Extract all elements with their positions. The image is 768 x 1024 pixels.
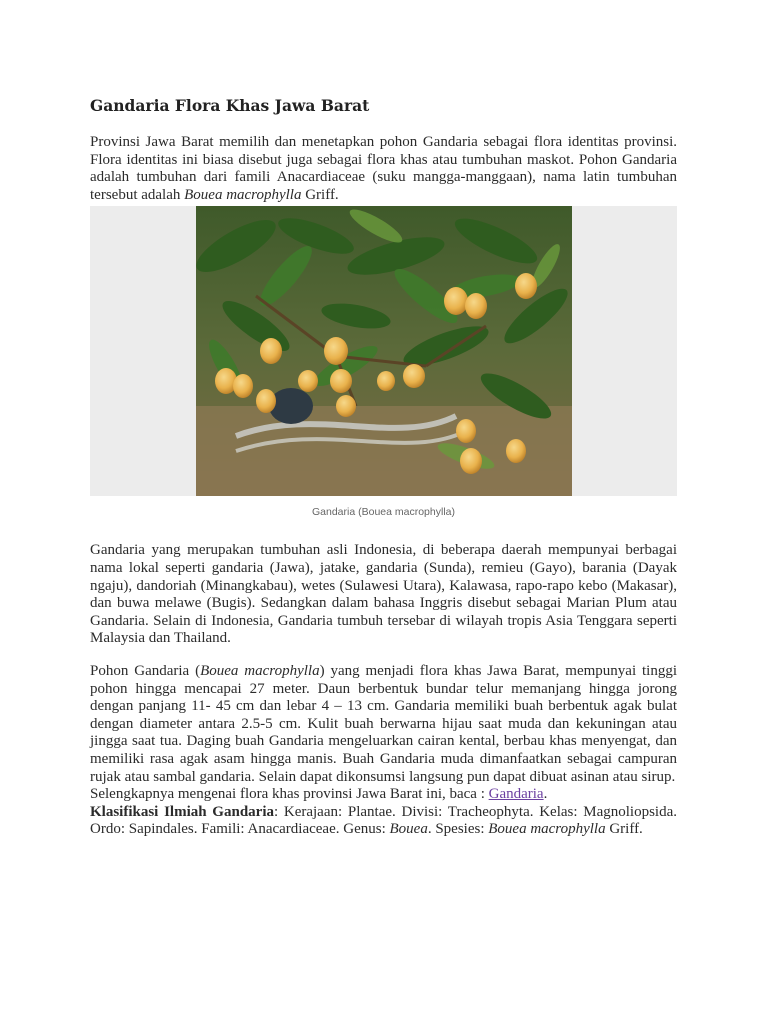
classification-text: : Kerajaan: Plantae. Divisi: Tracheophyta. Kelas: Magnoliopsida. Ordo: Sapindales. Famili: Anacardiaceae. Genus: bbox=[90, 803, 677, 838]
more-info-text: Selengkapnya mengenai flora khas provinsi Jawa Barat ini, baca : bbox=[90, 786, 489, 803]
latin-name: Bouea macrophylla bbox=[184, 186, 302, 203]
article-title: Gandaria Flora Khas Jawa Barat bbox=[90, 96, 370, 115]
classification-label: Klasifikasi Ilmiah Gandaria bbox=[90, 803, 274, 820]
more-info-line bbox=[90, 786, 677, 804]
more-info-end: . bbox=[543, 786, 548, 803]
latin-name: Bouea macrophylla bbox=[200, 662, 320, 679]
intro-paragraph bbox=[90, 134, 677, 204]
intro-text-end: Griff. bbox=[301, 186, 339, 203]
gandaria-photo bbox=[196, 206, 572, 496]
description-text: Pohon Gandaria ( bbox=[90, 662, 201, 679]
classification-text-2: . Spesies: bbox=[427, 821, 489, 838]
species-name: Bouea macrophylla bbox=[488, 821, 606, 838]
genus-name: Bouea bbox=[389, 821, 428, 838]
gandaria-link[interactable]: Gandaria bbox=[488, 786, 544, 803]
paragraph-local-names: Gandaria yang merupakan tumbuhan asli Indonesia, di beberapa daerah mempunyai berbagai nama lokal seperti gandaria (Jawa), jatake, gandaria (Sunda), remieu (Gayo), barania (Dayak ngaju), dandoriah (Minangkabau), wetes (Sulawesi Utara), Kalawasa, rapo-rapo kebo (Makasar), dan buwa melawe (Bugis). Sedangkan dalam bahasa Inggris disebut sebagai Marian Plum atau Gandaria. Selain di Indonesia, Gandaria tumbuh tersebar di wilayah tropis Asia Tenggara seperti Malaysia dan Thailand. bbox=[90, 542, 677, 647]
description-text-cont: ) yang menjadi flora khas Jawa Barat, mempunyai tinggi pohon hingga mencapai 27 meter. Daun berbentuk bundar telur memanjang hingga jorong dengan panjang 11- 45 cm dan lebar 4 – 13 cm. Gandaria memiliki buah berbentuk agak bulat dengan diameter antara 2.5-5 cm. Kulit buah berwarna hijau saat muda dan kekuningan atau jingga saat tua. Daging buah Gandaria mengeluarkan cairan kental, berbau khas menyengat, dan memiliki rasa agak asam hingga manis. Buah Gandaria muda dimanfaatkan sebagai campuran rujak atau sambal gandaria. Selain dapat dikonsumsi langsung pun dapat dibuat asinan atau sirup. bbox=[90, 662, 678, 785]
figure-container bbox=[90, 206, 677, 496]
figure-caption: Gandaria (Bouea macrophylla) bbox=[312, 506, 455, 519]
paragraph-description bbox=[90, 663, 677, 786]
intro-text: Provinsi Jawa Barat memilih dan menetapkan pohon Gandaria sebagai flora identitas provinsi. Flora identitas ini biasa disebut juga sebagai flora khas atau tumbuhan maskot. Pohon Gandaria adalah tumbuhan dari famili Anacardiaceae (suku mangga-manggaan), nama latin tumbuhan tersebut adalah bbox=[90, 134, 677, 203]
classification-paragraph bbox=[90, 804, 677, 839]
article bbox=[90, 96, 677, 839]
classification-text-end: Griff. bbox=[605, 821, 643, 838]
